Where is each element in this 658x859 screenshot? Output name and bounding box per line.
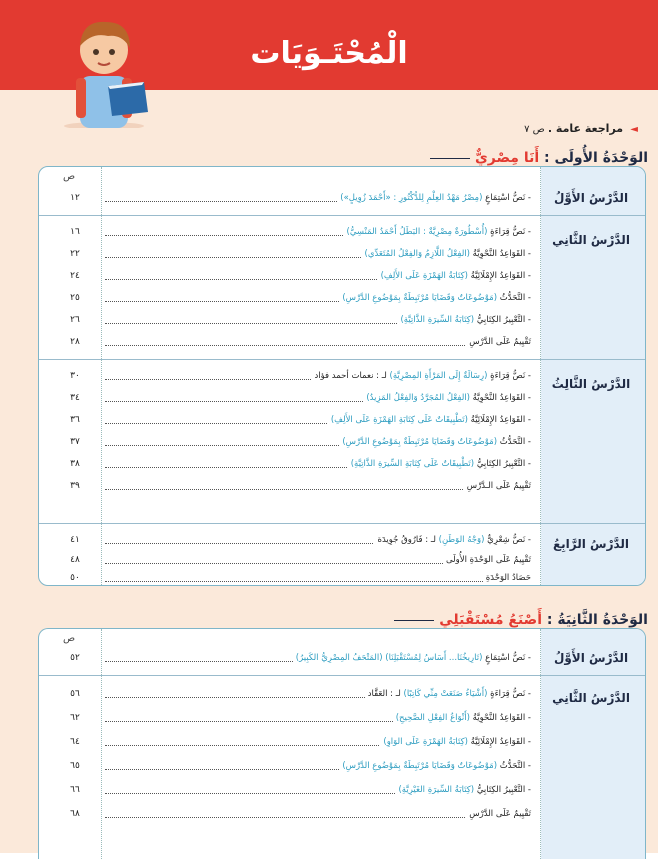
separator — [39, 359, 645, 360]
page-header: ص — [63, 171, 76, 182]
toc-row[interactable]: - التَّعْبِيرُ الكِتَابِيُّ (كِتَابَةُ السِّيرَةِ الذَّاتِيَّةِ) ٢٦ — [70, 315, 531, 325]
divider — [540, 629, 541, 859]
toc-row[interactable]: - القَوَاعِدُ النَّحْوِيَّةُ (الفِعْلُ اللَّازِمُ وَالفِعْلُ المُتَعَدِّي) ٢٢ — [70, 249, 531, 259]
toc-row[interactable]: - القَوَاعِدُ الإِمْلَائِيَّةُ (كِتَابَةُ الهَمْزَةِ عَلَى الوَاوِ) ٦٤ — [70, 737, 531, 747]
unit-1-table — [38, 166, 646, 586]
toc-row[interactable]: تَقْيِيمٌ عَلَى الدَّرْسِ ٦٨ — [70, 809, 531, 819]
toc-row[interactable]: - التَّحَدُّثُ (مَوْضُوعَاتٌ وَقَضَايَا مُرْتَبِطَةٌ بِمَوْضُوعِ الدَّرْسِ) ٢٥ — [70, 293, 531, 303]
unit-1-prefix: الوَحْدَةُ الأُولَى : — [544, 150, 648, 166]
toc-row[interactable]: - التَّحَدُّثُ (مَوْضُوعَاتٌ وَقَضَايَا مُرْتَبِطَةٌ بِمَوْضُوعِ الدَّرْسِ) ٦٥ — [70, 761, 531, 771]
separator — [39, 215, 645, 216]
separator — [39, 523, 645, 524]
triangle-bullet-icon: ◄ — [630, 124, 638, 135]
title-rule — [430, 158, 470, 159]
toc-row[interactable]: تَقْيِيمٌ عَلَى الوَحْدَةِ الأُولَى ٤٨ — [70, 555, 531, 565]
toc-row[interactable]: - القَوَاعِدُ الإِمْلَائِيَّةُ (كِتَابَةُ الهَمْزَةِ عَلَى الأَلِفِ) ٢٤ — [70, 271, 531, 281]
toc-row[interactable]: - القَوَاعِدُ النَّحْوِيَّةُ (أَنْوَاعُ الفِعْلِ الصَّحِيحِ) ٦٢ — [70, 713, 531, 723]
toc-row[interactable]: - القَوَاعِدُ النَّحْوِيَّةُ (الفِعْلُ المُجَرَّدُ وَالفِعْلُ المَزِيدُ) ٣٤ — [70, 393, 531, 403]
general-review-page: ص ٧ — [524, 124, 545, 135]
unit-1-highlight: أَنَا مِصْرِيٌّ — [474, 150, 540, 166]
lesson-label: الدَّرْسُ الثَّانِي — [552, 691, 630, 705]
toc-row[interactable]: - التَّحَدُّثُ (مَوْضُوعَاتٌ وَقَضَايَا مُرْتَبِطَةٌ بِمَوْضُوعِ الدَّرْسِ) ٣٧ — [70, 437, 531, 447]
title-rule — [394, 620, 434, 621]
lesson-label: الدَّرْسُ الرَّابِعُ — [552, 537, 630, 551]
toc-row[interactable]: تَقْيِيمٌ عَلَى الـدَّرْسِ ٣٩ — [70, 481, 531, 491]
toc-row[interactable]: حَصَادُ الوَحْدَةِ ٥٠ — [70, 573, 531, 583]
toc-row[interactable]: - نَصُّ شِعْرِيٌّ (وَجْهُ الوَطَنِ) لـ : فَارُوقُ جُوِيدَة ٤١ — [70, 535, 531, 545]
separator — [39, 675, 645, 676]
boy-reading-illustration — [52, 8, 156, 128]
unit-2-highlight: أَصْنَعُ مُسْتَقْبَلِي — [439, 612, 542, 628]
lesson-label: الدَّرْسُ الأَوَّلُ — [553, 191, 629, 205]
general-review-line — [524, 122, 638, 135]
toc-row[interactable]: - نَصُّ اسْتِمَاعٍ (مِصْرُ مَهْدُ العِلْمِ لِلدُّكْتُورِ : «أَحْمَدَ زُوِيلٍ») ١٢ — [70, 193, 531, 203]
toc-row[interactable]: - نَصُّ قِرَاءَةٍ (رِسَالَةٌ إِلَى المَرْأَةِ المِصْرِيَّةِ) لـ : نعمات أحمد فؤاد ٣٠ — [70, 371, 531, 381]
unit-1-title — [430, 150, 648, 166]
toc-row[interactable]: - نَصُّ اسْتِمَاعٍ (تَارِيخُنَا... أَسَاسُ لِمُسْتَقْبَلِنَا) (المَتْحَفُ المِصْرِيُّ الكَبِيرُ) ٥٢ — [70, 653, 531, 663]
lesson-label: الدَّرْسُ الثَّانِي — [552, 233, 630, 247]
page-header: ص — [63, 633, 76, 644]
toc-row[interactable]: - نَصُّ قِرَاءَةٍ (أُسْطُورَةٌ مِصْرِيَّةٌ : البَطَلُ أَحْمَدُ المَنْسِيُّ) ١٦ — [70, 227, 531, 237]
unit-2-table — [38, 628, 646, 859]
general-review-label: مراجعة عامة . — [547, 122, 624, 135]
toc-row[interactable]: - التَّعْبِيرُ الكِتَابِيُّ (تَطْبِيقَاتٌ عَلَى كِتَابَةِ السِّيرَةِ الذَّاتِيَّةِ) ٣٨ — [70, 459, 531, 469]
toc-row[interactable]: - القَوَاعِدُ الإِمْلَائِيَّةُ (تَطْبِيقَاتٌ عَلَى كِتَابَةِ الهَمْزَةِ عَلَى الأَلِفِ) ٣٦ — [70, 415, 531, 425]
toc-row[interactable]: - نَصُّ قِرَاءَةٍ (أَشْيَاءُ صَنَعَتْ مِنِّي كَاتِبًا) لـ : العَقَّاد ٥٦ — [70, 689, 531, 699]
lesson-label: الدَّرْسُ الثَّالِثُ — [551, 377, 631, 391]
lesson-label: الدَّرْسُ الأَوَّلُ — [553, 651, 629, 665]
unit-2-title — [394, 612, 648, 628]
toc-row[interactable]: - التَّعْبِيرُ الكِتَابِيُّ (كِتَابَةُ السِّيرَةِ الغَيْرِيَّةِ) ٦٦ — [70, 785, 531, 795]
unit-2-prefix: الوَحْدَةُ الثَّانِيَةُ : — [546, 612, 648, 628]
toc-row[interactable]: تَقْيِيمٌ عَلَى الدَّرْسِ ٢٨ — [70, 337, 531, 347]
page-title: الْمُحْتَـوَيَات — [250, 36, 408, 71]
